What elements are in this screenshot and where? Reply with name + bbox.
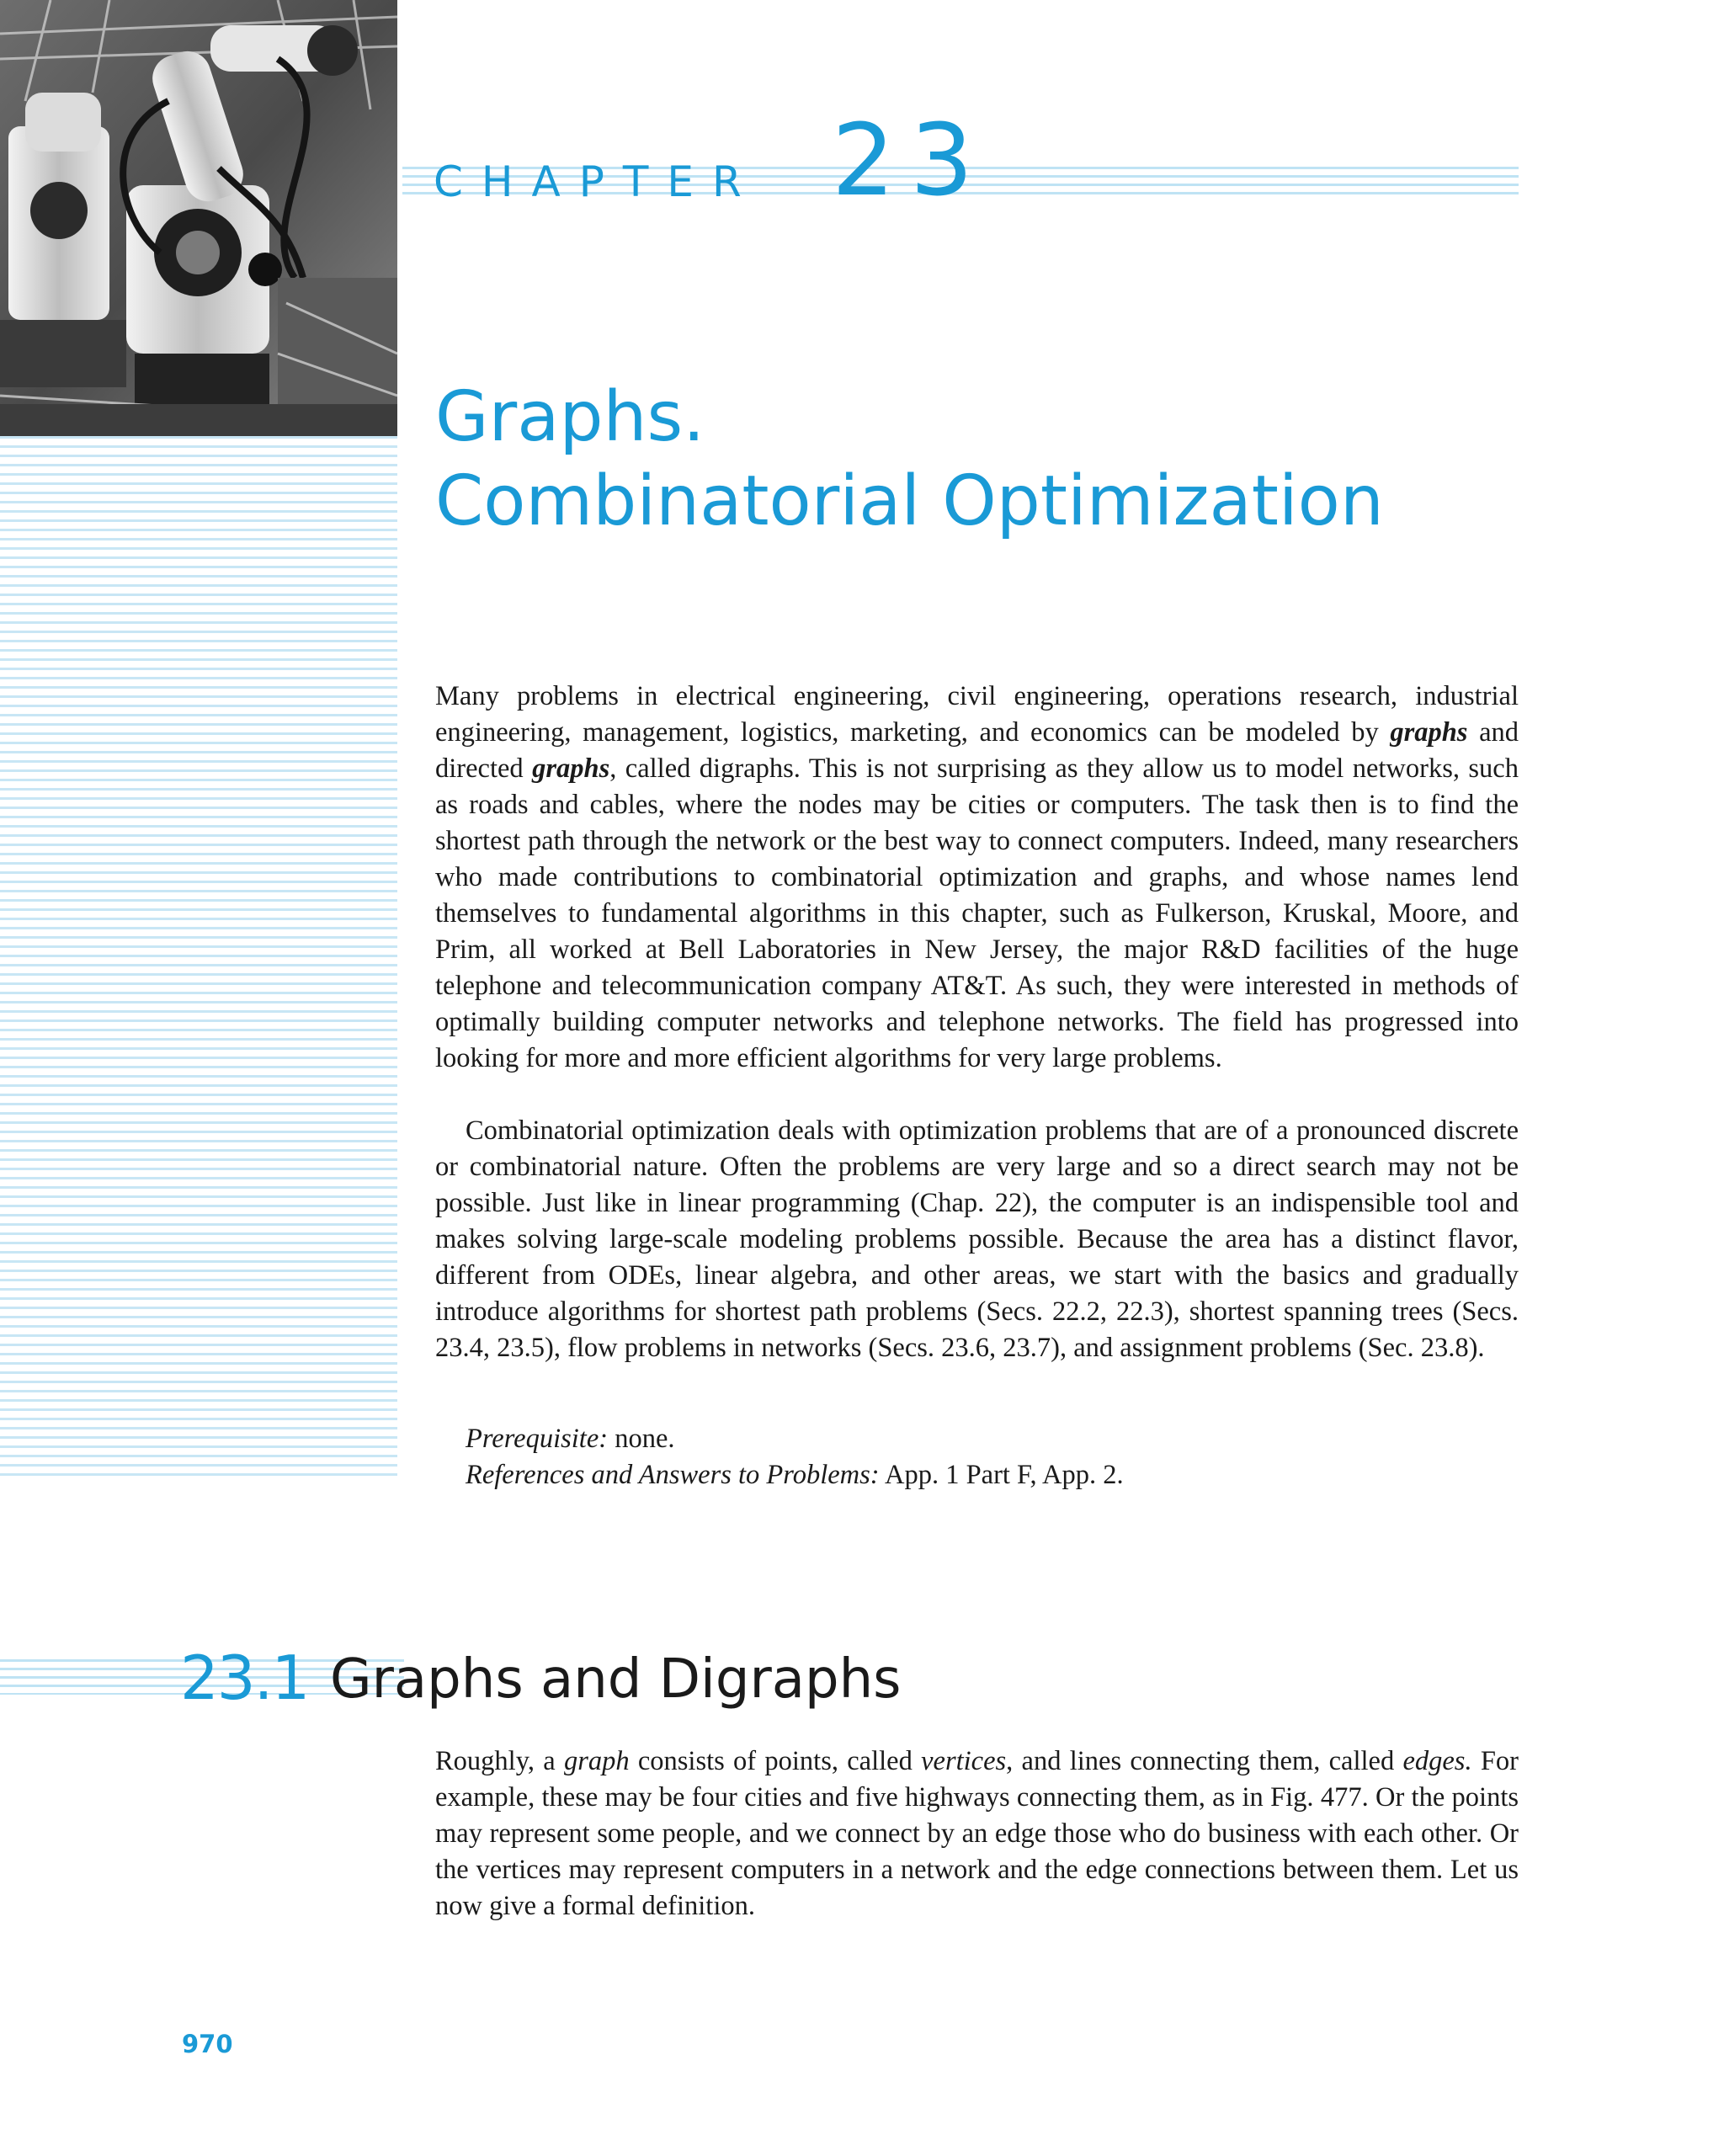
term-graphs-2: graphs	[532, 753, 610, 784]
intro-paragraph-1	[435, 679, 1519, 1077]
references-value: App. 1 Part F, App. 2.	[879, 1460, 1124, 1490]
section-p1-text-2: consists of points, called	[629, 1746, 922, 1776]
prerequisite-line	[466, 1421, 675, 1457]
intro-p1-text-2: and directed	[435, 717, 1519, 784]
section-p1-text-1: Roughly, a	[435, 1746, 564, 1776]
section-number: 23.1	[180, 1642, 309, 1713]
chapter-photo	[0, 0, 397, 436]
chapter-number: 23	[832, 102, 989, 218]
references-line	[466, 1457, 1124, 1493]
section-p1-text-3: , and lines connecting them, called	[1006, 1746, 1403, 1776]
chapter-title-line-2: Combinatorial Optimization	[435, 461, 1384, 541]
chapter-label: CHAPTER	[434, 157, 760, 206]
term-vertices: vertices	[921, 1746, 1007, 1776]
term-graph: graph	[563, 1746, 630, 1776]
prerequisite-value: none.	[608, 1424, 675, 1454]
intro-p1-text-3: , called digraphs. This is not surprising as they allow us to model networks, such as roads and cables, where the nodes may be cities or computers. The task then is to find the shortest path through the network or the best way to connect computers. Indeed, many researchers who made contributions to combinatorial optimization and graphs, and whose names lend themselves to fundamental algorithms in this chapter, such as Fulkerson, Kruskal, Moore, and Prim, all worked at Bell Laboratories in New Jersey, the major R&D facilities of the huge telephone and telecommunication company AT&T. As such, they were interested in methods of optimally building computer networks and telephone networks. The field has progressed into looking for more and more efficient algorithms for very large problems.	[435, 753, 1519, 1073]
left-decorative-stripes	[0, 436, 397, 1477]
section-paragraph-1	[435, 1743, 1519, 1924]
intro-paragraph-2: Combinatorial optimization deals with optimization problems that are of a pronounced discrete or combinatorial nature. Often the problems are very large and so a direct search may not be possible. Just like in linear programming (Chap. 22), the computer is an indispensible tool and makes solving large-scale modeling problems possible. Because the area has a distinct flavor, different from ODEs, linear algebra, and other areas, we start with the basics and gradually introduce algorithms for shortest path problems (Secs. 22.2, 22.3), shortest spanning trees (Secs. 23.4, 23.5), flow problems in networks (Secs. 23.6, 23.7), and assignment problems (Sec. 23.8).	[435, 1115, 1519, 1363]
term-edges: edges.	[1402, 1746, 1472, 1776]
term-graphs: graphs	[1390, 717, 1468, 748]
section-p1-text-4: For example, these may be four cities and five highways connecting them, as in Fig. 477. Or the points may represent some people, and we connect by an edge those who do business with each other. Or the vertices may represent computers in a network and the edge connections between them. Let us now give a formal definition.	[435, 1746, 1519, 1921]
references-label: References and Answers to Problems:	[466, 1460, 880, 1490]
robot-photo-illustration	[0, 0, 397, 436]
intro-p1-text-1: Many problems in electrical engineering, civil engineering, operations research, industrial engineering, management, logistics, marketing, and economics can be modeled by	[435, 681, 1519, 748]
page-number: 970	[182, 2030, 233, 2058]
prerequisite-label: Prerequisite:	[466, 1424, 609, 1454]
chapter-title-line-1: Graphs.	[435, 377, 705, 457]
section-title: Graphs and Digraphs	[330, 1648, 902, 1711]
